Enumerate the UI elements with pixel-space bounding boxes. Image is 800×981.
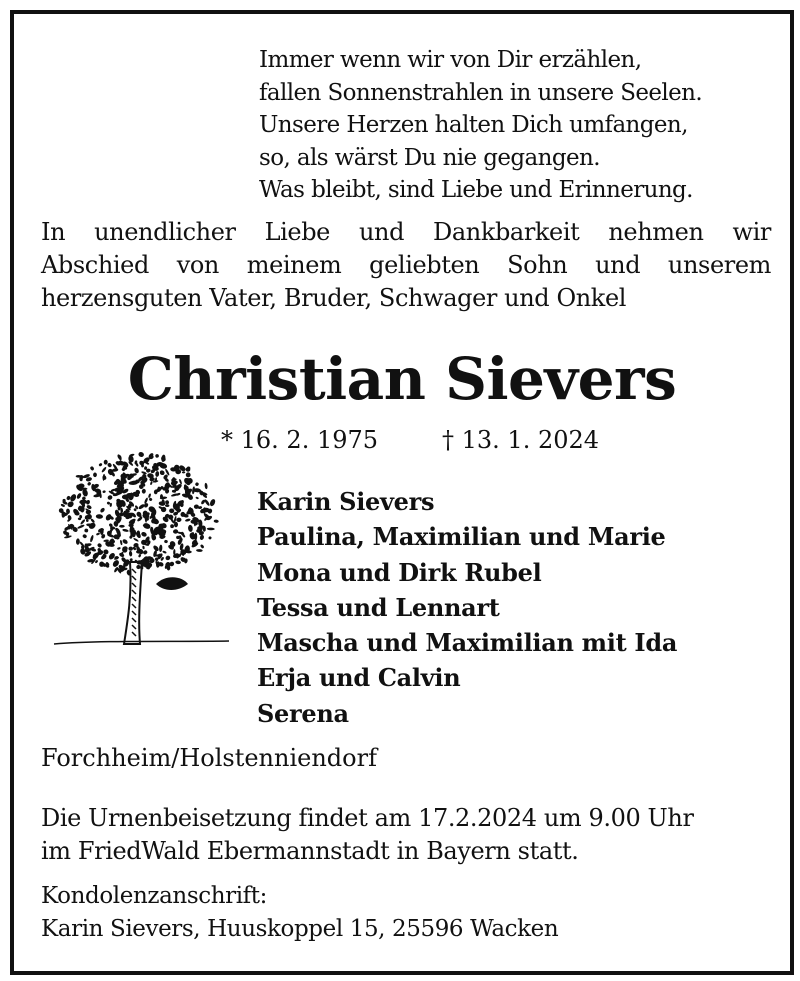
leaf — [85, 499, 90, 505]
leaf — [77, 524, 85, 529]
leaf — [102, 490, 106, 493]
leaf — [142, 546, 145, 550]
burial-info — [41, 802, 694, 868]
leaf — [87, 481, 92, 486]
tree-icon — [44, 444, 234, 654]
leaf — [208, 536, 212, 540]
leaf — [101, 466, 107, 473]
bark-mark — [132, 590, 136, 594]
leaf — [165, 504, 169, 507]
leaf — [122, 528, 129, 532]
leaf — [66, 500, 74, 508]
leaf — [138, 451, 145, 458]
bark-mark — [132, 576, 136, 580]
burial-line: Die Urnenbeisetzung findet am 17.2.2024 um 9.00 Uhr — [41, 804, 694, 832]
leaf — [102, 475, 107, 480]
leaf — [185, 518, 191, 522]
condolence-address-line: Karin Sievers, Huuskoppel 15, 25596 Wacken — [41, 916, 559, 942]
leaf — [82, 534, 87, 539]
leaf — [76, 475, 82, 478]
leaf — [96, 532, 100, 536]
leaf — [175, 560, 181, 565]
leaf — [66, 495, 71, 500]
leaf — [200, 544, 205, 549]
bark-mark — [132, 569, 136, 573]
mourner: Paulina, Maximilian und Marie — [257, 522, 666, 552]
obituary-frame — [10, 10, 794, 975]
leaf — [84, 528, 88, 532]
intro-line: In unendlicher Liebe und Dankbarkeit nehmen wir — [41, 218, 771, 246]
leaf — [122, 495, 130, 500]
mourner: Tessa und Lennart — [257, 592, 500, 622]
leaf — [165, 555, 171, 561]
leaf — [195, 482, 200, 487]
leaf — [173, 529, 179, 534]
leaf — [185, 472, 190, 478]
leaf — [90, 466, 95, 471]
leaf — [199, 534, 205, 540]
leaf — [104, 460, 108, 465]
condolence-label: Kondolenzanschrift: — [41, 883, 267, 909]
leaf — [207, 527, 215, 530]
leaf — [107, 494, 113, 500]
leaf — [133, 537, 139, 542]
leaf — [155, 471, 159, 477]
bark-mark — [132, 611, 136, 615]
mourners-list — [257, 484, 677, 731]
leaf — [170, 524, 174, 528]
leaf — [141, 531, 148, 537]
leaf — [97, 542, 103, 548]
birth-date: * 16. 2. 1975 — [221, 426, 379, 454]
mourner: Serena — [257, 698, 349, 728]
leaf — [150, 481, 153, 485]
death-date: † 13. 1. 2024 — [442, 426, 600, 454]
falling-leaf — [156, 577, 188, 590]
burial-line: im FriedWald Ebermannstadt in Bayern statt. — [41, 837, 579, 865]
leaf — [107, 462, 113, 468]
leaf — [129, 558, 132, 561]
leaf — [76, 538, 80, 544]
leaf — [171, 493, 178, 497]
leaf — [79, 499, 87, 504]
trunk — [124, 562, 142, 644]
leaf — [86, 519, 89, 522]
leaf — [93, 472, 97, 477]
poem-line: fallen Sonnenstrahlen in unsere Seelen. — [259, 79, 703, 106]
leaf — [134, 467, 140, 474]
poem-line: Unsere Herzen halten Dich umfangen, — [259, 112, 688, 138]
leaf — [117, 547, 121, 550]
leaf — [165, 500, 170, 505]
leaf — [129, 551, 133, 557]
leaf — [159, 544, 163, 552]
poem-line: so, als wärst Du nie gegangen. — [259, 144, 600, 171]
intro-line: Abschied von meinem geliebten Sohn und unserem — [41, 251, 771, 279]
bark-mark — [132, 583, 136, 587]
leaf — [204, 499, 211, 507]
bark-mark — [132, 632, 136, 636]
bark-mark — [132, 618, 136, 622]
poem — [259, 44, 779, 207]
leaf — [192, 486, 196, 494]
leaf — [76, 492, 82, 499]
ground-line — [54, 641, 229, 644]
leaf — [90, 518, 95, 523]
leaf — [195, 496, 199, 499]
place: Forchheim/Holstenniendorf — [41, 744, 377, 772]
mourner: Karin Sievers — [257, 487, 435, 516]
intro-line: herzensguten Vater, Bruder, Schwager und Onkel — [41, 284, 627, 312]
bark-mark — [132, 625, 136, 629]
leaf — [67, 515, 72, 521]
mourner: Erja und Calvin — [257, 663, 461, 693]
leaf — [119, 525, 125, 528]
leaf — [160, 471, 164, 474]
leaf — [209, 498, 216, 507]
mourner: Mascha und Maximilian mit Ida — [257, 628, 678, 658]
intro-text — [41, 216, 771, 315]
leaf — [204, 483, 208, 490]
leaf — [136, 564, 141, 569]
leaf — [89, 535, 94, 543]
bark-mark — [132, 604, 136, 608]
leaf — [196, 549, 203, 552]
leaf — [99, 507, 105, 513]
leaf — [141, 489, 146, 494]
leaf — [142, 550, 148, 556]
leaf — [162, 550, 167, 554]
leaf — [120, 508, 123, 514]
bark-mark — [132, 597, 136, 601]
leaf — [179, 479, 183, 485]
leaf — [128, 547, 133, 551]
mourner: Mona und Dirk Rubel — [257, 557, 542, 587]
leaf — [138, 554, 142, 558]
deceased-name: Christian Sievers — [127, 345, 677, 413]
leaf — [214, 519, 219, 523]
leaf — [194, 533, 197, 541]
leaf — [96, 514, 103, 519]
leaf — [182, 471, 186, 473]
leaf — [161, 454, 166, 462]
leaf — [176, 517, 182, 522]
leaf — [155, 454, 159, 458]
leaf — [148, 493, 152, 498]
leaf — [98, 463, 102, 467]
leaf — [120, 540, 123, 546]
condolence-address — [41, 880, 558, 946]
poem-line: Immer wenn wir von Dir erzählen, — [259, 47, 642, 73]
leaf — [122, 538, 129, 545]
poem-line: Was bleibt, sind Liebe und Erinnerung. — [259, 177, 693, 203]
leaf — [164, 539, 168, 543]
